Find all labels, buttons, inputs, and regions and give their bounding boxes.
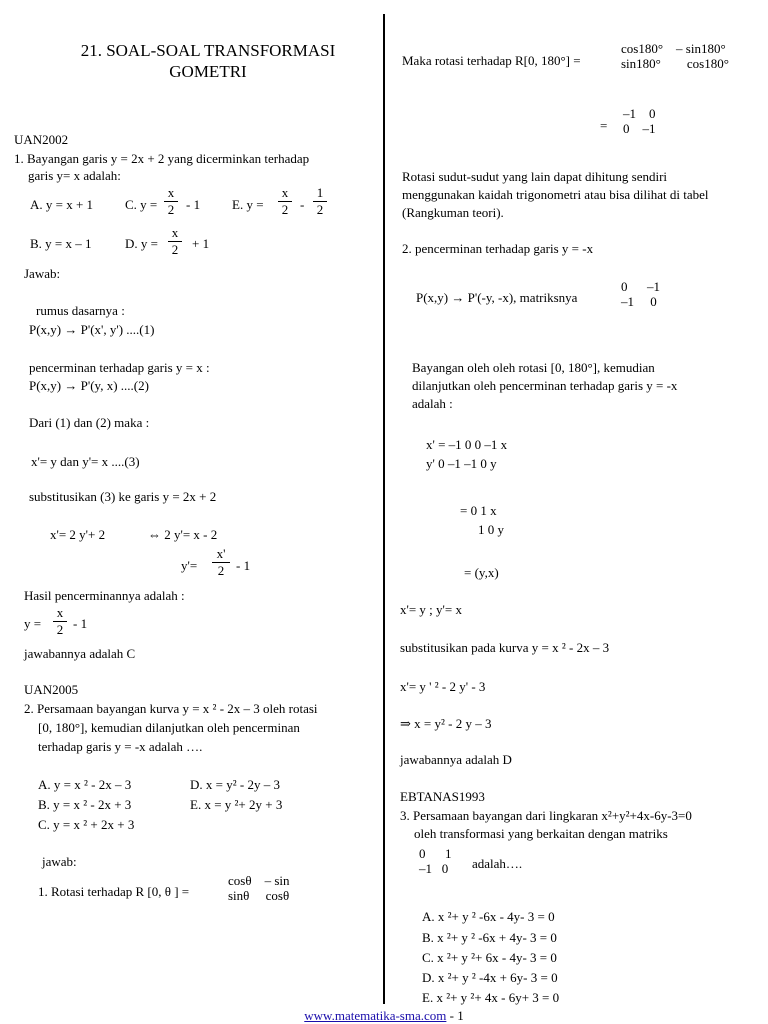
equation-c-tail: - 1 (236, 558, 251, 573)
q1-text: 1. Bayangan garis y = 2x + 2 yang dicerminkan terhadap (14, 151, 310, 166)
q3-text: 3. Persamaan bayangan dari lingkaran x²+y²+4x-6y-3=0 (400, 808, 692, 823)
substitusi-label: substitusikan (3) ke garis y = 2x + 2 (29, 489, 217, 504)
hasil-label: Hasil pencerminannya adalah : (24, 588, 185, 603)
matrix-cell: cosθ (228, 873, 252, 888)
matrix-cell: – sin180° (676, 41, 726, 56)
rotation-180-matrix (621, 41, 729, 71)
frac-den: 2 (217, 563, 225, 578)
frac-den: 2 (56, 622, 64, 637)
substituted-equation: x'= y ' ² - 2 y' - 3 (400, 679, 486, 694)
substitusi-kurva-label: substitusikan pada kurva y = x ² - 2x – 3 (400, 640, 610, 655)
matrix-cell: 1 (445, 846, 452, 861)
matrix-cell: – sin (264, 873, 290, 888)
matrix-cell: sinθ (228, 888, 250, 903)
column-divider (383, 14, 385, 1004)
matrix-cell: cos180° (621, 41, 664, 56)
composition-result-row-2: 1 0 y (478, 522, 504, 537)
q1-option-c-fraction (164, 186, 178, 217)
maka-label: Maka rotasi terhadap R[0, 180°] = (402, 53, 581, 68)
jawab-label: Jawab: (24, 266, 61, 281)
equation-c-fraction (212, 547, 230, 578)
bayangan-text-3: adalah : (412, 396, 453, 411)
hasil-fraction (53, 606, 67, 637)
q1-option-b: B. y = x – 1 (30, 236, 92, 251)
composition-row-2: y' 0 –1 –1 0 y (426, 456, 497, 471)
matrix-cell: 0 (649, 106, 656, 121)
implies-equation: ⇒ x = y² - 2 y – 3 (400, 716, 492, 731)
page-title (50, 40, 366, 82)
pencerminan-label: pencerminan terhadap garis y = x : (29, 360, 210, 375)
matrix-cell: –1 (623, 106, 636, 121)
composition-result-row-1: = 0 1 x (460, 503, 497, 518)
composition-equation (426, 437, 507, 471)
matrix-cell: –1 (642, 121, 656, 136)
composition-row-1: x' = –1 0 0 –1 x (426, 437, 508, 452)
frac-num: 1 (316, 185, 324, 200)
q2-option-b: B. y = x ² - 2x + 3 (38, 797, 132, 812)
frac-num: x (171, 225, 179, 240)
hasil-equation: y = (24, 616, 42, 631)
rumus-label: rumus dasarnya : (36, 303, 125, 318)
q2-text: 2. Persamaan bayangan kurva y = x ² - 2x – 3 oleh rotasi (24, 701, 318, 716)
bayangan-text: Bayangan oleh oleh rotasi [0, 180°], kemudian (412, 360, 655, 375)
site-link[interactable]: www.matematika-sma.com (304, 1008, 447, 1023)
rotation-matrix (228, 873, 289, 903)
q3-matrix (419, 846, 452, 876)
q2-option-a: A. y = x ² - 2x – 3 (38, 777, 132, 792)
q1-option-d-tail: + 1 (192, 236, 210, 251)
q1-option-e-fraction-2 (313, 186, 327, 217)
frac-num: x (167, 185, 175, 200)
matrix-cell: 0 (419, 846, 426, 861)
q2-option-c: C. y = x ² + 2x + 3 (38, 817, 135, 832)
matrix-cell: –1 (419, 861, 432, 876)
xy-substitution: x'= y ; y'= x (400, 602, 462, 617)
matrix-cell: 0 (650, 294, 657, 309)
frac-den: 2 (316, 202, 324, 217)
q1-option-c-tail: - 1 (186, 197, 201, 212)
q3-option-a: A. x ²+ y ² -6x - 4y- 3 = 0 (422, 909, 555, 924)
frac-den: 2 (167, 202, 175, 217)
rotasi-lain-text-2: menggunakan kaidah trigonometri atau bisa dilihat di tabel (402, 187, 709, 202)
equals-sign: = (600, 118, 608, 133)
q1-option-e-minus: - (300, 197, 305, 212)
dari-label: Dari (1) dan (2) maka : (29, 415, 150, 430)
q3-option-b: B. x ²+ y ² -6x + 4y- 3 = 0 (422, 930, 557, 945)
section-ebtanas1993: EBTANAS1993 (400, 789, 485, 804)
page-footer (0, 1008, 768, 1024)
jawaban-d: jawabannya adalah D (400, 752, 512, 767)
bayangan-text-2: dilanjutkan oleh pencerminan terhadap garis y = -x (412, 378, 678, 393)
matrix-cell: –1 (647, 279, 660, 294)
q1-option-c: C. y = (125, 197, 158, 212)
title-line-2: GOMETRI (169, 62, 247, 81)
page-number: - 1 (449, 1008, 464, 1023)
matrix-cell: 0 (441, 861, 449, 876)
matrix-cell: –1 (621, 294, 634, 309)
rumus-equation: P(x,y) → P'(x', y') ....(1) (29, 322, 155, 337)
q1-option-d: D. y = (125, 236, 158, 251)
matrix-cell: 0 (623, 121, 630, 136)
q2-text-3: terhadap garis y = -x adalah …. (38, 739, 203, 754)
q3-option-e: E. x ²+ y ²+ 4x - 6y+ 3 = 0 (422, 990, 560, 1005)
frac-num: x (281, 185, 289, 200)
q2-option-e: E. x = y ²+ 2y + 3 (190, 797, 283, 812)
section-uan2005: UAN2005 (24, 682, 79, 697)
matrix-cell: 0 (621, 279, 628, 294)
rotasi-lain-text: Rotasi sudut-sudut yang lain dapat dihitung sendiri (402, 169, 668, 184)
rotasi-lain-text-3: (Rangkuman teori). (402, 205, 504, 220)
q3-option-d: D. x ²+ y ² -4x + 6y- 3 = 0 (422, 970, 558, 985)
matrix-cell: sin180° (621, 56, 661, 71)
equation-b: ⇔ 2 y'= x - 2 (148, 527, 218, 542)
matrix-cell: cos180° (686, 56, 729, 71)
hasil-tail: - 1 (73, 616, 88, 631)
q1-option-e-fraction (278, 186, 292, 217)
q2-option-d: D. x = y² - 2y – 3 (190, 777, 280, 792)
result-yx: = (y,x) (464, 565, 499, 580)
title-line-1: 21. SOAL-SOAL TRANSFORMASI (80, 41, 336, 60)
pencerminan-2-equation: P(x,y) → P'(-y, -x), matriksnya (416, 290, 578, 305)
composition-result (460, 503, 504, 537)
q3-option-c: C. x ²+ y ²+ 6x - 4y- 3 = 0 (422, 950, 557, 965)
equation-a: x'= 2 y'+ 2 (50, 527, 106, 542)
section-uan2002: UAN2002 (14, 132, 69, 147)
frac-num: x' (216, 546, 226, 561)
q3-text-2: oleh transformasi yang berkaitan dengan matriks (414, 826, 668, 841)
rotasi-label: 1. Rotasi terhadap R [0, θ ] = (38, 884, 190, 899)
q3-adalah: adalah…. (472, 856, 523, 871)
frac-num: x (56, 605, 64, 620)
jawaban-c: jawabannya adalah C (24, 646, 136, 661)
q1-option-e: E. y = (232, 197, 264, 212)
reflection-matrix (621, 279, 660, 309)
q1-text-2: garis y= x adalah: (28, 168, 121, 183)
frac-den: 2 (281, 202, 289, 217)
pencerminan-2-label: 2. pencerminan terhadap garis y = -x (402, 241, 594, 256)
q1-option-a: A. y = x + 1 (30, 197, 94, 212)
matrix-cell: cosθ (265, 888, 290, 903)
xy-equation: x'= y dan y'= x ....(3) (31, 454, 140, 469)
pencerminan-equation: P(x,y) → P'(y, x) ....(2) (29, 378, 149, 393)
equation-c: y'= (181, 558, 198, 573)
result-matrix (623, 106, 656, 136)
frac-den: 2 (171, 242, 179, 257)
jawab2-label: jawab: (42, 854, 77, 869)
q2-text-2: [0, 180°], kemudian dilanjutkan oleh pencerminan (38, 720, 300, 735)
q1-option-d-fraction (168, 226, 182, 257)
